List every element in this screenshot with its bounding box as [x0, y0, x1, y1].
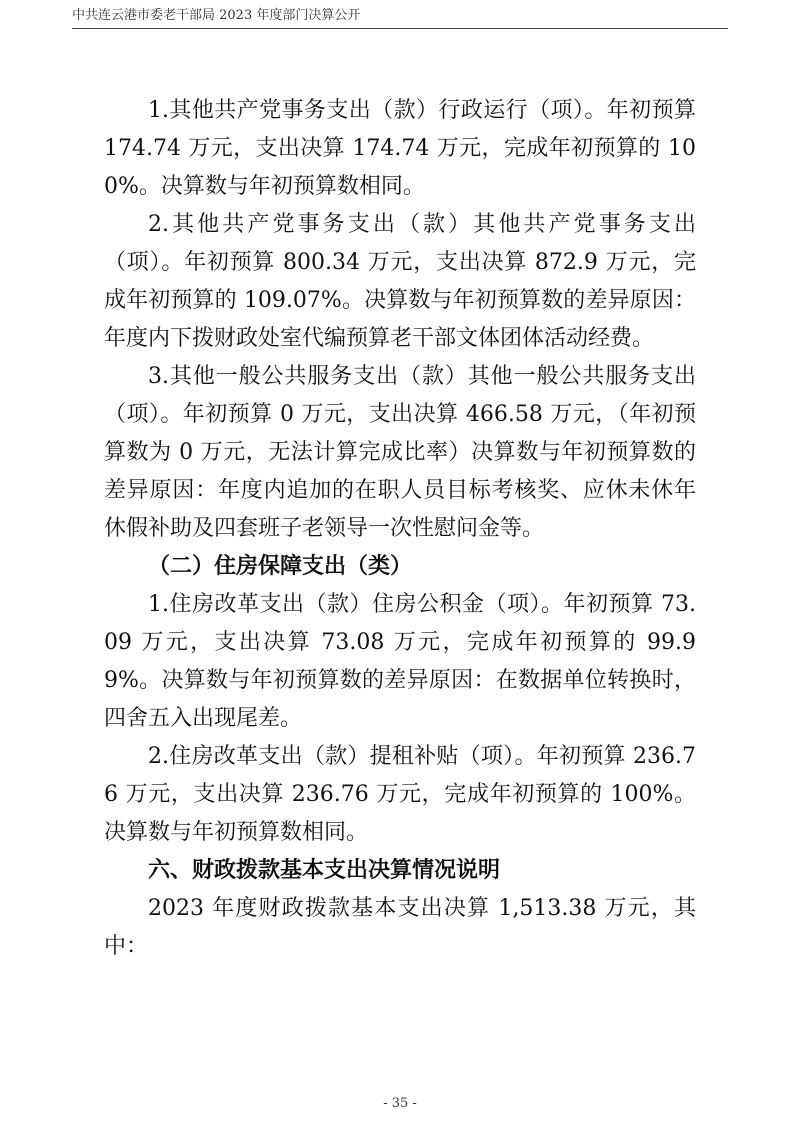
section-heading-housing: （二）住房保障支出（类） — [148, 554, 413, 579]
paragraph-rent-subsidy: 2.住房改革支出（款）提租补贴（项）。年初预算 236.76 万元，支出决算 236.76 万元，完成年初预算的 100%。决算数与年初预算数相同。 — [104, 744, 696, 845]
page-header: 中共连云港市委老干部局 2023 年度部门决算公开 — [72, 8, 361, 23]
paragraph-other-public-services: 3.其他一般公共服务支出（款）其他一般公共服务支出（项）。年初预算 0 万元，支出决算 466.58 万元，（年初预算数为 0 万元，无法计算完成比率）决算数与年初预算数的差异原因：年度内追加的在职人员目标考核奖、应休未休年休假补助及四套班子老领导一次性慰问金等。 — [104, 364, 696, 541]
page-number: - 35 - — [383, 1096, 417, 1111]
paragraph-administrative-operation: 1.其他共产党事务支出（款）行政运行（项）。年初预算 174.74 万元，支出决算 174.74 万元，完成年初预算的 100%。决算数与年初预算数相同。 — [104, 98, 696, 199]
section-heading-basic-expenditure: 六、财政拨款基本支出决算情况说明 — [148, 858, 501, 883]
paragraph-other-party-affairs: 2.其他共产党事务支出（款）其他共产党事务支出（项）。年初预算 800.34 万元，支出决算 872.9 万元，完成年初预算的 109.07%。决算数与年初预算数的差异原因：年度内下拨财政处室代编预算老干部文体团体活动经费。 — [104, 212, 696, 351]
paragraph-housing-provident-fund: 1.住房改革支出（款）住房公积金（项）。年初预算 73.09 万元，支出决算 73.08 万元，完成年初预算的 99.99%。决算数与年初预算数的差异原因：在数据单位转换时，四舍五入出现尾差。 — [104, 592, 696, 731]
paragraph-basic-expenditure-total: 2023 年度财政拨款基本支出决算 1,513.38 万元，其中： — [104, 896, 696, 959]
document-body — [104, 92, 696, 966]
header-divider — [72, 28, 728, 29]
